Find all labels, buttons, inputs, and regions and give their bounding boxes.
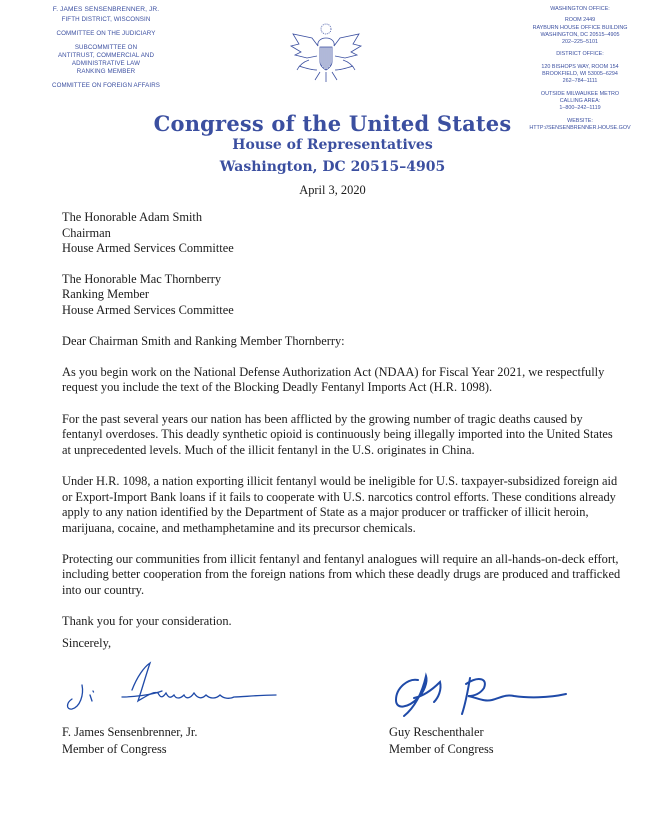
signature-reschenthaler xyxy=(388,668,578,718)
paragraph: As you begin work on the National Defense Authorization Act (NDAA) for Fiscal Year 2021, we respectfully request you include the text of the Blocking Deadly Fentanyl Imports Act (H.R. 1098). xyxy=(62,364,605,395)
recipient-block xyxy=(62,272,622,319)
signer-title: Member of Congress xyxy=(62,741,167,756)
letterhead-subtitle: House of Representatives xyxy=(232,137,433,153)
signer-block xyxy=(62,724,197,757)
office-line: BROOKFIELD, WI 53005–6294 xyxy=(542,71,618,78)
subcommittee-line: ADMINISTRATIVE LAW xyxy=(71,60,141,67)
paragraph: Under H.R. 1098, a nation exporting illicit fentanyl would be ineligible for U.S. taxpayer-subsidized foreign aid or Export-Import Bank loans if it fails to cooperate with U.S. narcotics control efforts. These conditions already apply to any nation identified by the Department of State as a major producer or trafficker of illicit heroin, marijuana, cocaine, and methamphetamine and its precursor chemicals. xyxy=(62,473,618,535)
letterhead-address: Washington, DC 20515–4905 xyxy=(219,159,446,175)
subcommittee-line: ANTITRUST, COMMERCIAL AND xyxy=(57,52,155,59)
recipient-line: House Armed Services Committee xyxy=(62,302,234,317)
district-office-label: DISTRICT OFFICE: xyxy=(556,51,604,58)
signer-name: Guy Reschenthaler xyxy=(389,725,484,739)
recipient-line: Chairman xyxy=(62,225,111,240)
signer-title: Member of Congress xyxy=(389,741,494,756)
washington-office-label: WASHINGTON OFFICE: xyxy=(550,6,610,12)
recipient-block xyxy=(62,210,622,257)
letterhead-title: Congress of the United States xyxy=(153,111,512,136)
member-name: F. JAMES SENSENBRENNER, JR. xyxy=(52,6,160,13)
office-line: 120 BISHOPS WAY, ROOM 154 xyxy=(541,63,619,70)
subcommittee-line: SUBCOMMITTEE ON xyxy=(74,44,138,51)
salutation: Dear Chairman Smith and Ranking Member Thornberry: xyxy=(62,333,345,348)
signature-sensenbrenner xyxy=(62,655,297,715)
subcommittee-role: RANKING MEMBER xyxy=(76,68,136,75)
letter-body xyxy=(62,210,622,667)
calling-area-line: OUTSIDE MILWAUKEE METRO xyxy=(540,90,620,97)
signer-block xyxy=(389,724,494,757)
signer-name: F. James Sensenbrenner, Jr. xyxy=(62,725,198,739)
recipient-line: Ranking Member xyxy=(62,287,150,302)
letter-date: April 3, 2020 xyxy=(299,183,366,197)
website-url: HTTP://SENSENBRENNER.HOUSE.GOV xyxy=(529,124,631,131)
eagle-seal-icon xyxy=(287,22,365,84)
recipient-line: House Armed Services Committee xyxy=(62,241,234,256)
paragraph: Thank you for your consideration. xyxy=(62,614,232,629)
closing: Sincerely, xyxy=(62,635,112,650)
office-line: RAYBURN HOUSE OFFICE BUILDING xyxy=(532,24,628,31)
committee-judiciary: COMMITTEE ON THE JUDICIARY xyxy=(56,30,156,37)
calling-area-line: CALLING AREA: xyxy=(559,97,601,104)
office-phone: 202–225–5101 xyxy=(562,39,598,46)
recipient-line: The Honorable Mac Thornberry xyxy=(62,271,222,286)
paragraph: Protecting our communities from illicit fentanyl and fentanyl analogues will require an all-hands-on-deck effort, including better cooperation from the foreign nations from which these deadly drugs are produced and trafficked into our country. xyxy=(62,551,621,598)
recipient-line: The Honorable Adam Smith xyxy=(62,210,203,224)
website-label: WEBSITE: xyxy=(567,117,593,124)
office-line: ROOM 2449 xyxy=(564,17,596,24)
office-phone: 262–784–1111 xyxy=(562,78,598,85)
paragraph: For the past several years our nation has been afflicted by the growing number of tragic deaths caused by fentanyl overdoses. This deadly synthetic opioid is continuously being illegally imported into the United States at unprecedented levels. Much of the illicit fentanyl in the U.S. originates in China. xyxy=(62,411,613,457)
toll-free-phone: 1–800–242–1119 xyxy=(559,105,601,112)
office-line: WASHINGTON, DC 20515–4905 xyxy=(540,31,620,38)
letterhead-left xyxy=(6,6,206,90)
member-district: FIFTH DISTRICT, WISCONSIN xyxy=(61,16,151,23)
committee-foreign-affairs: COMMITTEE ON FOREIGN AFFAIRS xyxy=(52,82,160,89)
